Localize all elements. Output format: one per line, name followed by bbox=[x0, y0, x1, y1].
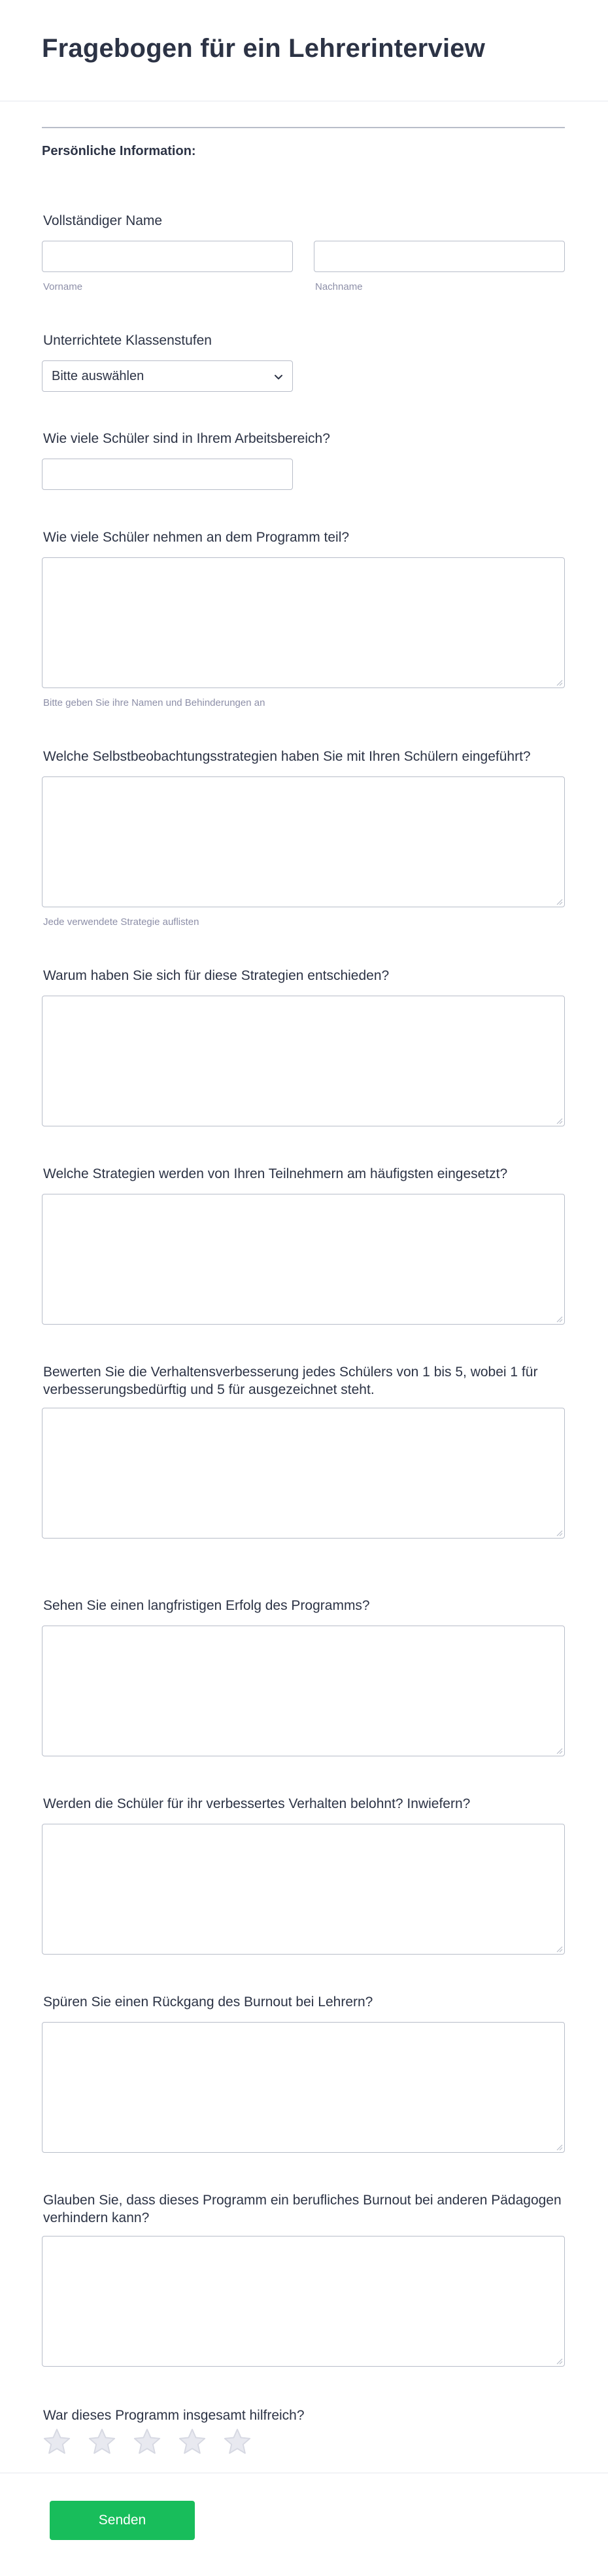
burnout-prevent-label: Glauben Sie, dass dieses Programm ein berufliches Burnout bei anderen Pädagogen verhindern kann? bbox=[43, 2193, 562, 2225]
resize-handle-icon[interactable] bbox=[555, 2357, 563, 2365]
students-count-label: Wie viele Schüler sind in Ihrem Arbeitsbereich? bbox=[43, 431, 330, 446]
burnout-decline-label: Spüren Sie einen Rückgang des Burnout bei Lehrern? bbox=[43, 1994, 373, 2010]
students-count-input[interactable] bbox=[42, 459, 293, 490]
long-term-label: Sehen Sie einen langfristigen Erfolg des Programms? bbox=[43, 1598, 370, 1613]
rating-label: Bewerten Sie die Verhaltensverbesserung jedes Schülers von 1 bis 5, wobei 1 für verbesserungsbedürftig und 5 für ausgezeichnet steht. bbox=[43, 1365, 538, 1397]
submit-button[interactable]: Senden bbox=[50, 2501, 195, 2540]
resize-handle-icon[interactable] bbox=[555, 1747, 563, 1754]
last-name-input[interactable] bbox=[314, 241, 565, 272]
last-name-sublabel: Nachname bbox=[315, 281, 363, 292]
chevron-down-icon bbox=[273, 371, 284, 383]
first-name-sublabel: Vorname bbox=[43, 281, 83, 292]
participants-label: Wie viele Schüler nehmen an dem Programm teil? bbox=[43, 530, 350, 545]
strategies-textarea[interactable] bbox=[42, 776, 565, 907]
rewarded-label: Werden die Schüler für ihr verbessertes Verhalten belohnt? Inwiefern? bbox=[43, 1796, 471, 1811]
long-term-textarea[interactable] bbox=[42, 1626, 565, 1756]
helpful-label: War dieses Programm insgesamt hilfreich? bbox=[43, 2408, 305, 2423]
burnout-decline-textarea[interactable] bbox=[42, 2022, 565, 2153]
most-used-label: Welche Strategien werden von Ihren Teilnehmern am häufigsten eingesetzt? bbox=[43, 1166, 508, 1181]
rewarded-textarea[interactable] bbox=[42, 1824, 565, 1955]
resize-handle-icon[interactable] bbox=[555, 2143, 563, 2151]
grades-label: Unterrichtete Klassenstufen bbox=[43, 333, 212, 348]
star-rating[interactable] bbox=[42, 2427, 277, 2457]
form-header bbox=[0, 0, 608, 101]
most-used-textarea[interactable] bbox=[42, 1194, 565, 1325]
resize-handle-icon[interactable] bbox=[555, 1529, 563, 1537]
section-title: Persönliche Information: bbox=[42, 144, 196, 158]
participants-sublabel: Bitte geben Sie ihre Namen und Behinderungen an bbox=[43, 697, 265, 708]
grades-select[interactable] bbox=[42, 360, 293, 392]
participants-textarea[interactable] bbox=[42, 557, 565, 688]
form-footer bbox=[0, 2473, 608, 2576]
burnout-prevent-textarea[interactable] bbox=[42, 2236, 565, 2367]
star-icon[interactable] bbox=[42, 2427, 72, 2457]
resize-handle-icon[interactable] bbox=[555, 1117, 563, 1124]
star-icon[interactable] bbox=[132, 2427, 162, 2457]
why-strategies-label: Warum haben Sie sich für diese Strategien entschieden? bbox=[43, 968, 390, 983]
strategies-sublabel: Jede verwendete Strategie auflisten bbox=[43, 916, 199, 928]
rating-textarea[interactable] bbox=[42, 1408, 565, 1539]
section-divider bbox=[42, 127, 565, 128]
star-icon[interactable] bbox=[177, 2427, 207, 2457]
why-strategies-textarea[interactable] bbox=[42, 996, 565, 1126]
first-name-input[interactable] bbox=[42, 241, 293, 272]
resize-handle-icon[interactable] bbox=[555, 1945, 563, 1953]
star-icon[interactable] bbox=[222, 2427, 252, 2457]
resize-handle-icon[interactable] bbox=[555, 897, 563, 905]
resize-handle-icon[interactable] bbox=[555, 1315, 563, 1323]
strategies-label: Welche Selbstbeobachtungsstrategien haben Sie mit Ihren Schülern eingeführt? bbox=[43, 749, 531, 764]
star-icon[interactable] bbox=[87, 2427, 117, 2457]
form-title: Fragebogen für ein Lehrerinterview bbox=[42, 34, 486, 63]
resize-handle-icon[interactable] bbox=[555, 678, 563, 686]
grades-select-value: Bitte auswählen bbox=[52, 369, 144, 383]
full-name-label: Vollständiger Name bbox=[43, 213, 163, 228]
